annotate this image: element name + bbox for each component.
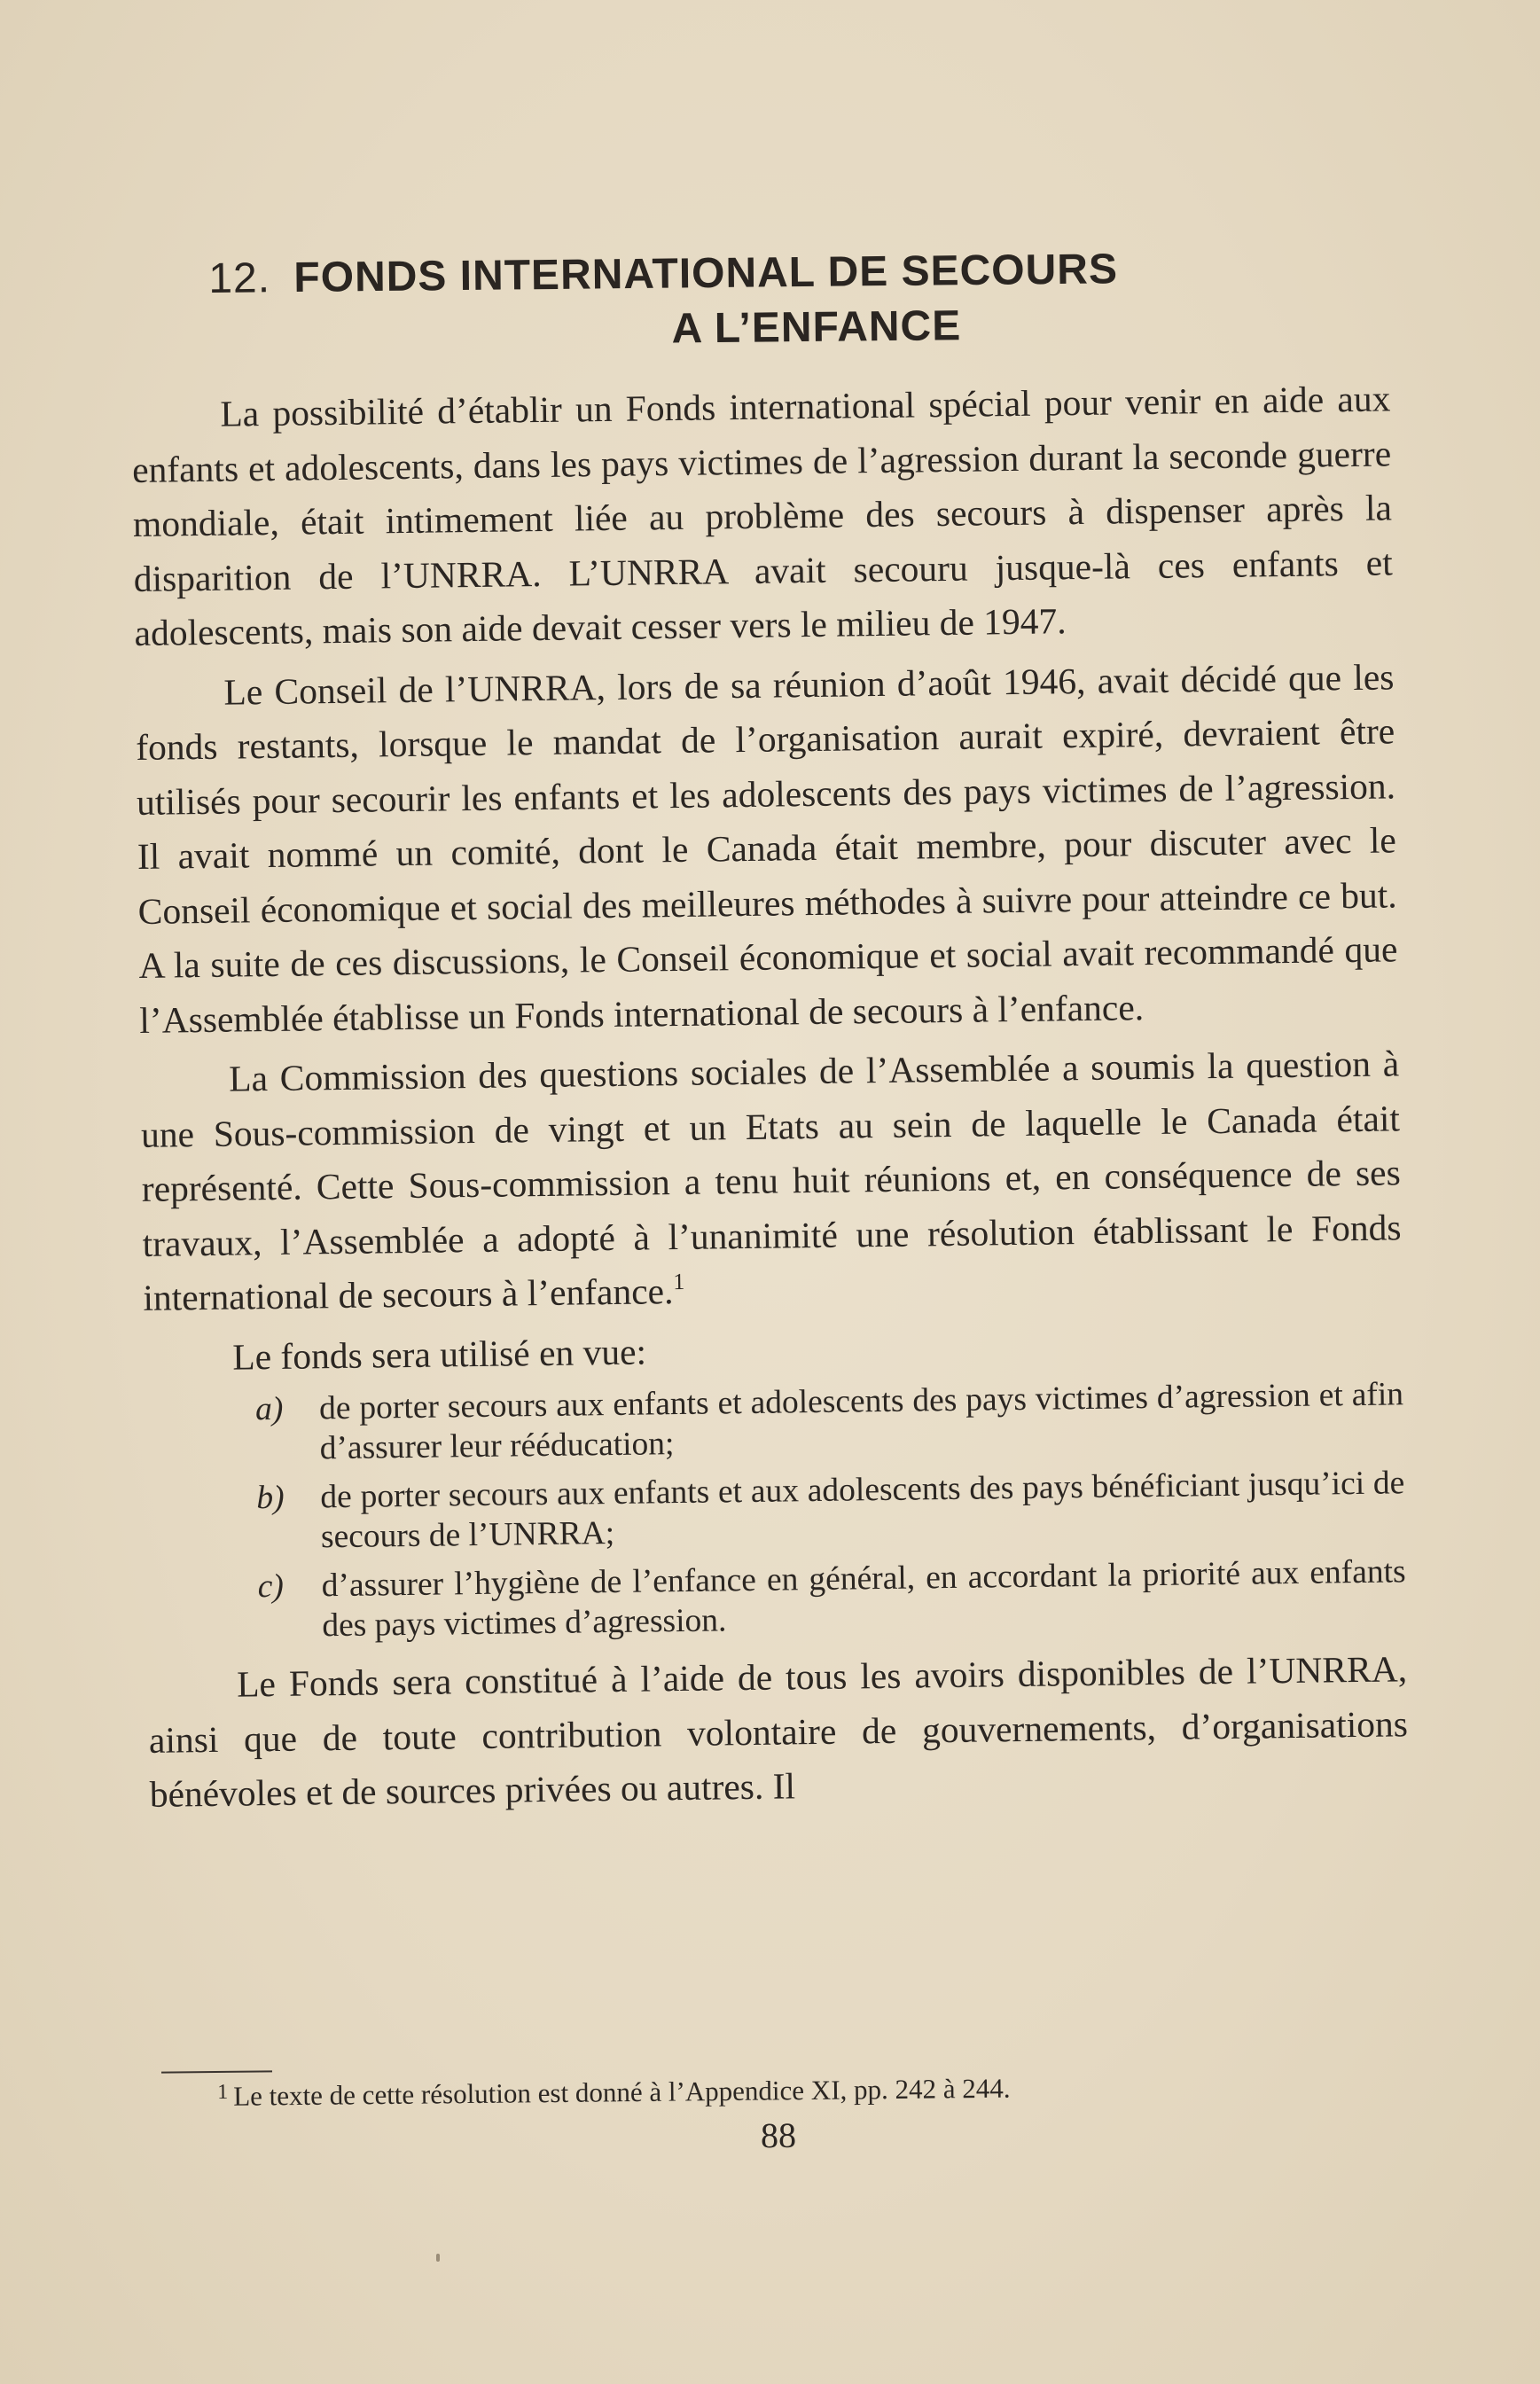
- footnote: [217, 2067, 1011, 2114]
- page-number: 88: [760, 2114, 797, 2156]
- footnote-text: Le texte de cette résolution est donné à l’Appendice XI, pp. 242 à 244.: [233, 2072, 1011, 2112]
- paragraph-3: [140, 1036, 1403, 1325]
- list-item-text: de porter secours aux enfants et adolescents des pays victimes d’agression et afin d’assurer leur rééducation;: [318, 1376, 1404, 1467]
- paragraph-3-text: La Commission des questions sociales de l’Assemblée a soumis la question à une Sous-commission de vingt et un Etats au sein de laquelle le Canada était représenté. Cette Sous-commission a tenu huit réunions et, en conséquence de ses travaux, l’Assemblée a adopté à l’unanimité une résolution établissant le Fonds international de secours à l’enfance.: [140, 1043, 1402, 1318]
- list-intro: Le fonds sera utilisé en vue:: [232, 1330, 647, 1378]
- section-number: 12.: [208, 254, 271, 302]
- footnote-divider: [161, 2070, 272, 2073]
- list-item-text: d’assurer l’hygiène de l’enfance en général, en accordant la priorité aux enfants des pays victimes d’agression.: [321, 1553, 1406, 1645]
- list-item: [145, 1374, 1404, 1471]
- list-item-marker: b): [256, 1479, 285, 1517]
- list-item-marker: a): [254, 1390, 284, 1428]
- list-item: [146, 1552, 1406, 1648]
- footnote-reference: 1: [673, 1268, 685, 1295]
- list-item: [145, 1463, 1405, 1559]
- list-item-text: de porter secours aux enfants et aux adolescents des pays bénéficiant jusqu’ici de secours de l’UNRRA;: [320, 1465, 1405, 1556]
- heading-title-line-2: A L’ENFANCE: [671, 302, 962, 353]
- footnote-number: 1: [217, 2080, 229, 2104]
- heading-title-line-1: FONDS INTERNATIONAL DE SECOURS: [293, 246, 1119, 301]
- closing-paragraph: Le Fonds sera constitué à l’aide de tous les avoirs disponibles de l’UNRRA, ainsi que de toute contribution volontaire de gouvernements, d’organisations bénévoles et de sources privées ou autres. Il: [148, 1648, 1409, 1815]
- paragraph-1: La possibilité d’établir un Fonds international spécial pour venir en aide aux enfants et adolescents, dans les pays victimes de l’agression durant la seconde guerre mondiale, était intimement liée au problème des secours à dispenser après la disparition de l’UNRRA. L’UNRRA avait secouru jusque-là ces enfants et adolescents, mais son aide devait cesser vers le milieu de 1947.: [131, 378, 1393, 653]
- body-text: [131, 371, 1409, 1827]
- paper-speck: [436, 2254, 440, 2262]
- section-heading: [208, 240, 1353, 363]
- list-item-marker: c): [257, 1567, 285, 1606]
- paragraph-2: Le Conseil de l’UNRRA, lors de sa réunion d’août 1946, avait décidé que les fonds restants, lorsque le mandat de l’organisation aurait expiré, devraient être utilisés pour secourir les enfants et les adolescents des pays victimes de l’agression. Il avait nommé un comité, dont le Canada était membre, pour discuter avec le Conseil économique et social des meilleures méthodes à suivre pour atteindre ce but. A la suite de ces discussions, le Conseil économique et social avait recommandé que l’Assemblée établisse un Fonds international de secours à l’enfance.: [136, 655, 1398, 1041]
- purpose-list: [145, 1374, 1407, 1648]
